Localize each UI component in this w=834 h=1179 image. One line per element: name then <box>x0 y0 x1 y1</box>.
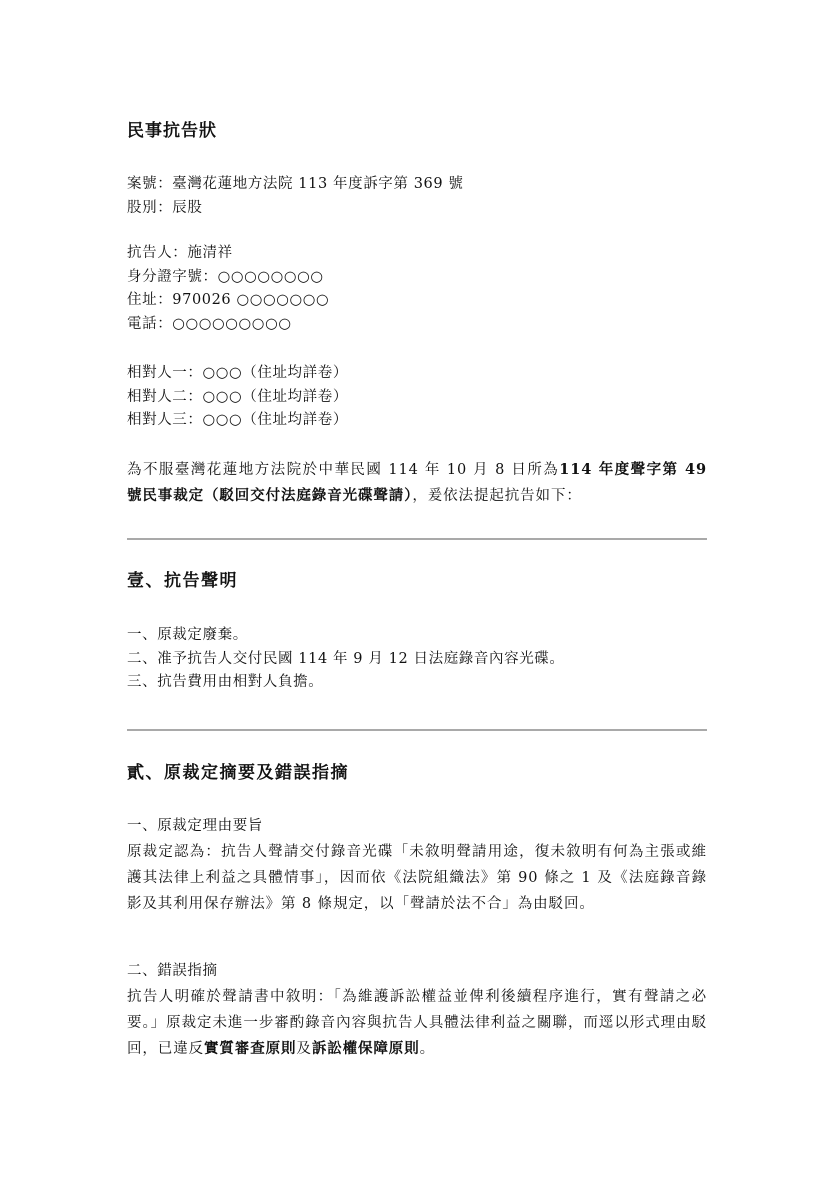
section-1-claims <box>127 624 707 695</box>
intro-text-2: ，爰依法提起抗告如下： <box>412 488 582 504</box>
claim-item-3: 三、抗告費用由相對人負擔。 <box>127 674 324 690</box>
appellant-id: 身分證字號：○○○○○○○○ <box>127 268 324 285</box>
respondent-2: 相對人二：○○○（住址均詳卷） <box>127 388 348 405</box>
sub-2-text-2: 及 <box>296 1040 312 1057</box>
divider-2 <box>127 729 707 731</box>
sub-2-title: 二、錯誤指摘 <box>127 963 218 979</box>
sub-2-text <box>127 984 707 1062</box>
divider-1 <box>127 538 707 540</box>
case-division: 股別：辰股 <box>127 199 203 216</box>
section-2-sub-2 <box>127 960 707 1062</box>
claim-item-2: 二、准予抗告人交付民國 114 年 9 月 12 日法庭錄音內容光碟。 <box>127 650 565 667</box>
principle-substantive-review: 實質審查原則 <box>204 1039 297 1057</box>
appellant-info <box>127 242 707 336</box>
respondent-1: 相對人一：○○○（住址均詳卷） <box>127 365 348 381</box>
section-1-heading: 壹、抗告聲明 <box>127 571 238 591</box>
sub-1-title: 一、原裁定理由要旨 <box>127 818 263 834</box>
intro-ruling-reference: 114 年度聲字第 49 號民事裁定（駁回交付法庭錄音光碟聲請） <box>127 461 707 504</box>
appellant-phone: 電話：○○○○○○○○○ <box>127 315 292 332</box>
sub-1-text: 原裁定認為：抗告人聲請交付錄音光碟「未敘明聲請用途，復未敘明有何為主張或維護其法律上利益之具體情事」，因而依《法院組織法》第 90 條之 1 及《法庭錄音錄影及其利用保存辦法》第 8 條規定，以「聲請於法不合」為由駁回。 <box>127 843 707 912</box>
intro-text-1: 為不服臺灣花蓮地方法院於中華民國 114 年 10 月 8 日所為 <box>127 462 560 478</box>
sub-2-text-1: 抗告人明確於聲請書中敘明：「為維護訴訟權益並俾利後續程序進行，實有聲請之必要。」原裁定未進一步審酌錄音內容與抗告人具體法律利益之關聯，而逕以形式理由駁回，已違反 <box>127 988 707 1057</box>
appellant-address: 住址：970026 ○○○○○○○ <box>127 292 330 308</box>
case-number: 案號：臺灣花蓮地方法院 113 年度訴字第 369 號 <box>127 176 464 192</box>
case-info <box>127 173 707 220</box>
document-title: 民事抗告狀 <box>127 121 217 141</box>
principle-litigation-rights: 訴訟權保障原則 <box>311 1039 420 1057</box>
respondent-3: 相對人三：○○○（住址均詳卷） <box>127 412 348 428</box>
claim-item-1: 一、原裁定廢棄。 <box>127 627 248 643</box>
appellant-name: 抗告人：施清祥 <box>127 245 233 261</box>
respondents-info <box>127 362 707 433</box>
section-2-sub-1 <box>127 815 707 917</box>
intro-paragraph <box>127 457 707 509</box>
section-2-heading: 貳、原裁定摘要及錯誤指摘 <box>127 763 349 783</box>
sub-2-text-3: 。 <box>419 1040 436 1057</box>
